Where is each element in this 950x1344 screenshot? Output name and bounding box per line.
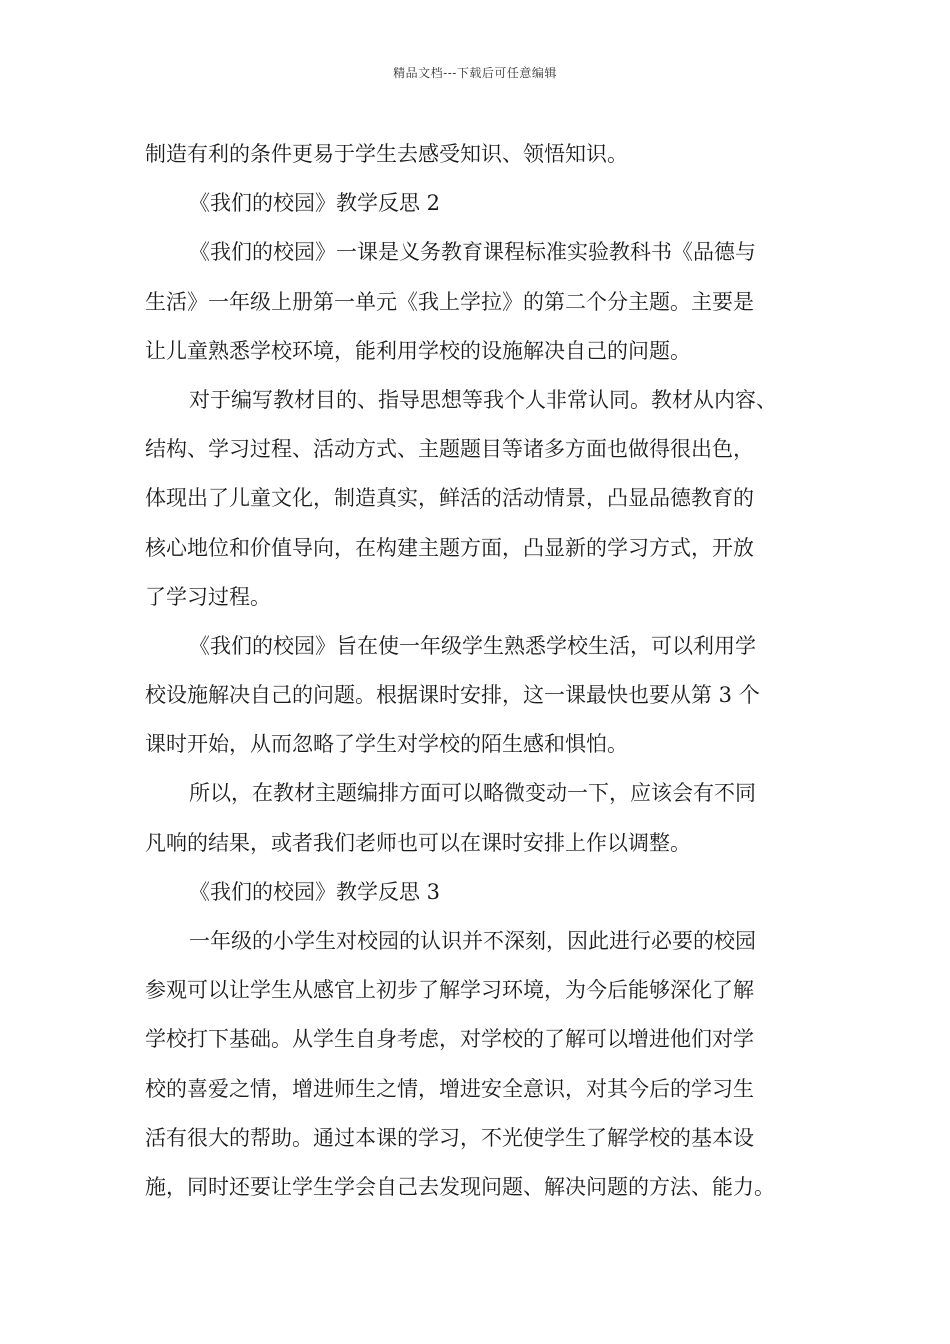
paragraph-line: 一年级的小学生对校园的认识并不深刻，因此进行必要的校园	[189, 929, 756, 953]
paragraph-line: 结构、学习过程、活动方式、主题题目等诸多方面也做得很出色，	[145, 437, 754, 462]
paragraph-line: 《我们的校园》旨在使一年级学生熟悉学校生活，可以利用学	[189, 633, 756, 658]
paragraph-line: 校设施解决自己的问题。根据课时安排，这一课最快也要从第 3 个	[145, 683, 760, 708]
paragraph-line: 凡响的结果，或者我们老师也可以在课时安排上作以调整。	[145, 830, 691, 855]
paragraph-line: 体现出了儿童文化，制造真实，鲜活的活动情景，凸显品德教育的	[145, 486, 754, 511]
section-heading: 《我们的校园》教学反思 3	[189, 879, 441, 904]
paragraph-line: 参观可以让学生从感官上初步了解学习环境，为今后能够深化了解	[145, 978, 754, 1003]
paragraph-line: 活有很大的帮助。通过本课的学习，不光使学生了解学校的基本设	[145, 1125, 754, 1150]
paragraph-line: 《我们的校园》一课是义务教育课程标准实验教科书《品德与	[189, 240, 756, 265]
paragraph-line: 所以，在教材主题编排方面可以略微变动一下，应该会有不同	[189, 781, 756, 806]
document-body	[145, 130, 810, 1212]
paragraph-line: 核心地位和价值导向，在构建主题方面，凸显新的学习方式，开放	[145, 535, 754, 560]
paragraph-line: 施，同时还要让学生学会自己去发现问题、解决问题的方法、能力。	[145, 1174, 775, 1199]
paragraph-line: 制造有利的条件更易于学生去感受知识、领悟知识。	[145, 142, 628, 166]
section-heading: 《我们的校园》教学反思 2	[189, 191, 441, 216]
paragraph-line: 了学习过程。	[145, 584, 271, 609]
paragraph-line: 对于编写教材目的、指导思想等我个人非常认同。教材从内容、	[189, 387, 777, 412]
paragraph-line: 校的喜爱之情，增进师生之情，增进安全意识，对其今后的学习生	[145, 1076, 754, 1101]
paragraph-line: 学校打下基础。从学生自身考虑，对学校的了解可以增进他们对学	[145, 1027, 754, 1052]
paragraph-line: 让儿童熟悉学校环境，能利用学校的设施解决自己的问题。	[145, 338, 691, 363]
paragraph-line: 课时开始，从而忽略了学生对学校的陌生感和惧怕。	[145, 732, 628, 757]
page-header: 精品文档---下载后可任意编辑	[393, 66, 557, 80]
paragraph-line: 生活》一年级上册第一单元《我上学拉》的第二个分主题。主要是	[145, 289, 754, 314]
